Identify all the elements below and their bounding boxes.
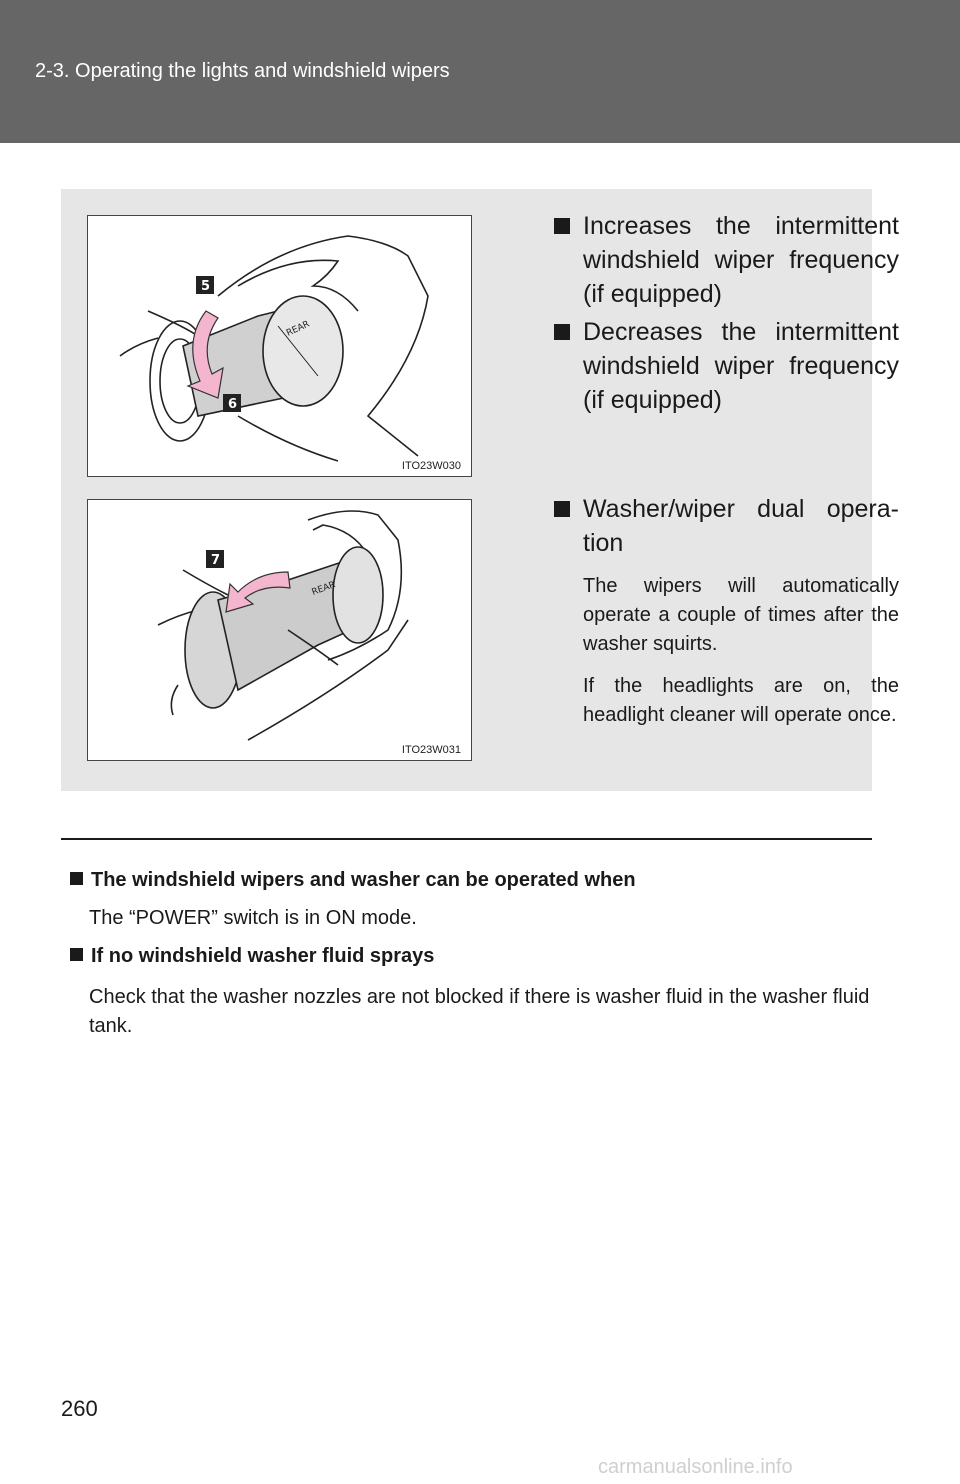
page-number: 260	[61, 1396, 98, 1421]
section-body-operation: The “POWER” switch is in ON mode.	[89, 907, 417, 929]
section-heading-text: If no windshield washer fluid sprays	[91, 945, 435, 967]
item-6-marker	[554, 324, 570, 340]
section-title: 2-3. Operating the lights and windshield wipers	[35, 60, 450, 82]
item-5-text: Increases the intermittent windshield wiper frequency (if equipped)	[583, 212, 899, 308]
section-heading-operation	[70, 869, 636, 892]
item-7-marker	[554, 501, 570, 517]
label-5-text: 5	[201, 279, 211, 294]
label-6-text: 6	[228, 397, 238, 412]
wiper-lever-illustration-1	[87, 215, 472, 477]
section-body-no-spray: Check that the washer nozzles are not blocked if there is washer fluid in the washer fluid tank.	[89, 986, 870, 1037]
watermark: carmanualsonline.info	[598, 1456, 793, 1478]
item-7	[554, 492, 899, 560]
figure-code-2: ITO23W031	[401, 744, 461, 756]
rear-label-2: REAR	[310, 580, 337, 598]
figure-code-1: ITO23W030	[401, 460, 461, 472]
note-wipers-auto: The wipers will automatically operate a couple of times after the washer squirts.	[583, 575, 899, 655]
note-headlight-cleaner: If the headlights are on, the headlight cleaner will operate once.	[583, 675, 899, 726]
page-header	[0, 0, 960, 143]
rear-label-1: REAR	[285, 319, 312, 339]
lever-drawing-1	[88, 216, 472, 477]
section-heading-no-spray	[70, 945, 434, 968]
label-7-text: 7	[211, 553, 221, 568]
instruction-panel	[61, 189, 899, 791]
item-6-text: Decreases the intermittent windshield wiper frequency (if equipped)	[583, 318, 899, 414]
wiper-lever-illustration-2	[87, 499, 472, 761]
square-bullet-icon	[70, 872, 83, 885]
lever-drawing-2	[88, 500, 472, 761]
section-heading-text: The windshield wipers and washer can be operated when	[91, 869, 636, 891]
item-5-marker	[554, 218, 570, 234]
item-6	[554, 315, 899, 417]
item-5	[554, 209, 899, 311]
square-bullet-icon	[70, 948, 83, 961]
item-7-text: Washer/wiper dual opera-tion	[583, 495, 899, 557]
divider	[61, 838, 872, 840]
